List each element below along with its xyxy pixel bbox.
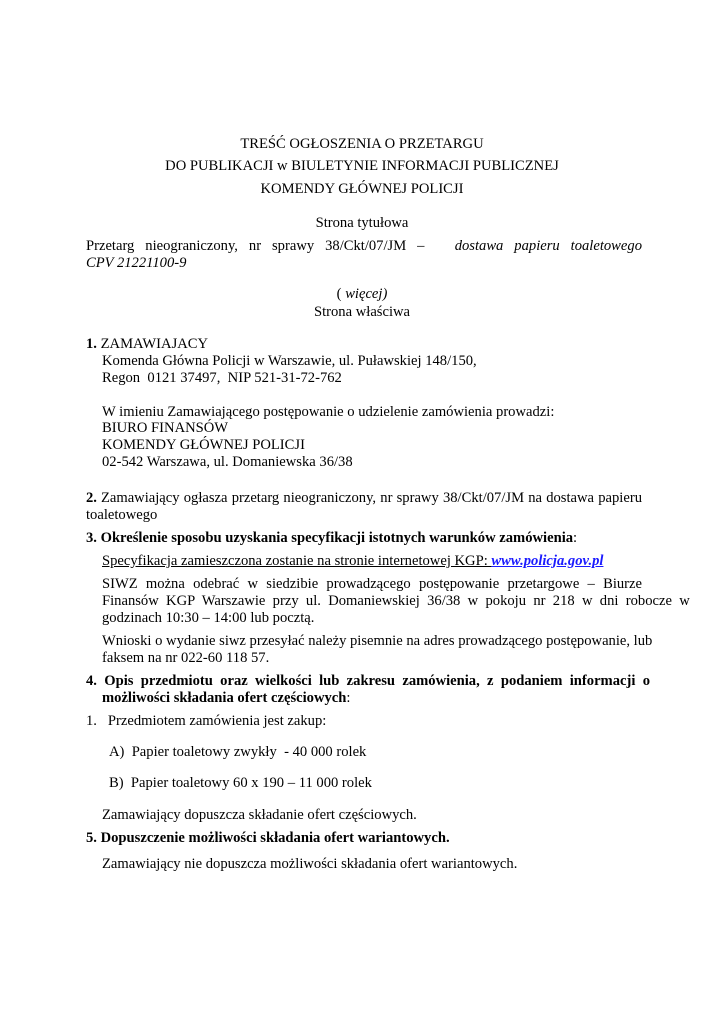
order-item-b: B) Papier toaletowy 60 x 190 – 11 000 rolek xyxy=(109,775,372,791)
section-2-number: 2. xyxy=(86,490,97,506)
section-1-number: 1. xyxy=(86,336,97,352)
section-3-colon: : xyxy=(573,530,578,546)
tender-prefix: Przetarg nieograniczony, nr sprawy 38/Ckt/07/JM – xyxy=(86,238,425,254)
requests-line-1: Wnioski o wydanie siwz przesyłać należy pisemnie na adres prowadzącego postępowanie, lub xyxy=(102,633,653,649)
section-2-line-2: toaletowego xyxy=(86,507,158,523)
cpv-text: CPV 21221100-9 xyxy=(86,255,187,271)
partial-offers-text: Zamawiający dopuszcza składanie ofert częściowych. xyxy=(102,807,417,823)
more-open: ( xyxy=(336,286,346,302)
spec-text: Specyfikacja zamieszczona zostanie na stronie internetowej KGP: xyxy=(102,553,492,569)
more-text[interactable]: więcej) xyxy=(345,286,388,302)
section-2-line-1 xyxy=(86,489,642,507)
section-4-colon: : xyxy=(346,690,351,706)
siwz-line-3: godzinach 10:30 – 14:00 lub pocztą. xyxy=(102,610,315,626)
section-3-heading xyxy=(86,529,577,547)
section-1-line-3: W imieniu Zamawiającego postępowanie o udzielenie zamówienia prowadzi: xyxy=(102,404,555,420)
title-page-label: Strona tytułowa xyxy=(315,215,409,231)
section-4-title-line-1: 4. Opis przedmiotu oraz wielkości lub zakresu zamówienia, z podaniem informacji o xyxy=(86,673,650,689)
tender-subject: dostawa papieru toaletowego xyxy=(454,238,642,254)
spec-line xyxy=(102,552,603,570)
order-item-a: A) Papier toaletowy zwykły - 40 000 rolek xyxy=(109,744,367,760)
more-link[interactable] xyxy=(0,285,724,303)
heading-line-1: TREŚĆ OGŁOSZENIA O PRZETARGU xyxy=(240,136,484,152)
section-1-line-1: Komenda Główna Policji w Warszawie, ul. Puławskiej 148/150, xyxy=(102,353,477,369)
siwz-line-2: Finansów KGP Warszawie przy ul. Domaniewskiej 36/38 w pokoju nr 218 w dni robocze w xyxy=(102,593,690,609)
heading-line-2: DO PUBLIKACJI w BIULETYNIE INFORMACJI PUBLICZNEJ xyxy=(165,158,559,174)
siwz-line-1: SIWZ można odebrać w siedzibie prowadzącego postępowanie przetargowe – Biurze xyxy=(102,576,642,592)
section-5-title: 5. Dopuszczenie możliwości składania ofert wariantowych. xyxy=(86,830,450,846)
section-1-line-4: BIURO FINANSÓW xyxy=(102,420,229,436)
cpv-code xyxy=(86,254,186,272)
section-3-title: 3. Określenie sposobu uzyskania specyfikacji istotnych warunków zamówienia xyxy=(86,530,574,546)
section-1-title: ZAMAWIAJACY xyxy=(100,336,209,352)
requests-line-2: faksem na nr 022-60 118 57. xyxy=(102,650,270,666)
order-item-1: 1. Przedmiotem zamówienia jest zakup: xyxy=(86,713,327,729)
heading-line-3: KOMENDY GŁÓWNEJ POLICJI xyxy=(260,181,464,197)
section-4-title-b: możliwości składania ofert częściowych xyxy=(102,690,347,706)
section-1-heading xyxy=(86,335,208,353)
section-2-text: Zamawiający ogłasza przetarg nieograniczony, nr sprawy 38/Ckt/07/JM na dostawa papieru xyxy=(100,490,642,506)
policja-link[interactable]: www.policja.gov.pl xyxy=(491,553,604,569)
section-1-line-2: Regon 0121 37497, NIP 521-31-72-762 xyxy=(102,370,342,386)
section-1-line-5: KOMENDY GŁÓWNEJ POLICJI xyxy=(102,437,305,453)
section-4-title-line-2 xyxy=(102,689,350,707)
section-5-text: Zamawiający nie dopuszcza możliwości składania ofert wariantowych. xyxy=(102,856,518,872)
tender-line xyxy=(86,237,642,255)
section-1-line-6: 02-542 Warszawa, ul. Domaniewska 36/38 xyxy=(102,454,353,470)
proper-page-label: Strona właściwa xyxy=(313,304,411,320)
